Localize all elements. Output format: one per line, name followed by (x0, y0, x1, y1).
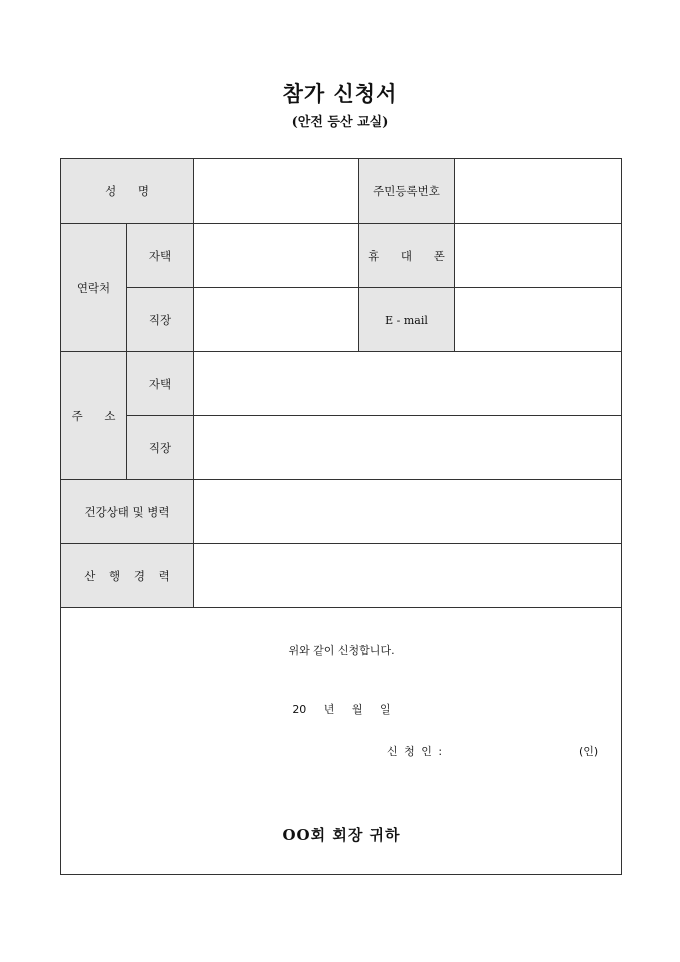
work-phone-field[interactable] (194, 288, 359, 352)
contact-label: 연락처 (76, 280, 111, 295)
name-row (61, 159, 622, 224)
declaration-text: 위와 같이 신청합니다. (288, 644, 395, 657)
mobile-label: 휴 대 폰 (368, 248, 454, 263)
work-phone-label-cell (127, 288, 194, 352)
email-label: E - mail (385, 313, 428, 327)
declaration-row (61, 608, 622, 875)
contact-home-row (61, 224, 622, 288)
name-field[interactable] (194, 159, 359, 224)
hiking-experience-row (61, 544, 622, 608)
mobile-label-cell (359, 224, 455, 288)
name-label-cell (61, 159, 194, 224)
hiking-experience-field[interactable] (194, 544, 622, 608)
hiking-label-cell (61, 544, 194, 608)
address-label: 주 소 (71, 408, 125, 423)
address-home-row (61, 352, 622, 416)
health-row (61, 480, 622, 544)
health-label: 건강상태 및 병력 (84, 504, 170, 519)
contact-label-cell (61, 224, 127, 352)
email-label-cell (359, 288, 455, 352)
application-form-table (60, 158, 622, 875)
contact-work-row (61, 288, 622, 352)
health-field[interactable] (194, 480, 622, 544)
address-work-label: 직장 (148, 440, 172, 455)
resident-id-field[interactable] (455, 159, 622, 224)
address-home-label-cell (127, 352, 194, 416)
resident-id-label: 주민등록번호 (373, 184, 440, 198)
applicant-label: 신 청 인 : (387, 745, 443, 758)
address-home-label: 자택 (148, 376, 172, 391)
declaration-cell (61, 608, 622, 875)
date-line: 20 년 월 일 (292, 703, 391, 716)
hiking-label: 산 행 경 력 (84, 568, 175, 583)
email-field[interactable] (455, 288, 622, 352)
document-subtitle: (안전 등산 교실) (291, 115, 389, 130)
address-work-field[interactable] (194, 416, 622, 480)
seal-label: (인) (579, 745, 599, 758)
address-home-field[interactable] (194, 352, 622, 416)
addressee: OO회 회장 귀하 (282, 826, 401, 844)
home-phone-label-cell (127, 224, 194, 288)
health-label-cell (61, 480, 194, 544)
home-phone-field[interactable] (194, 224, 359, 288)
resident-id-label-cell (359, 159, 455, 224)
address-work-row (61, 416, 622, 480)
work-phone-label: 직장 (148, 312, 172, 327)
name-label: 성 명 (105, 184, 158, 198)
address-work-label-cell (127, 416, 194, 480)
address-label-cell (61, 352, 127, 480)
mobile-field[interactable] (455, 224, 622, 288)
home-phone-label: 자택 (148, 248, 172, 263)
document-title: 참가 신청서 (282, 81, 398, 106)
